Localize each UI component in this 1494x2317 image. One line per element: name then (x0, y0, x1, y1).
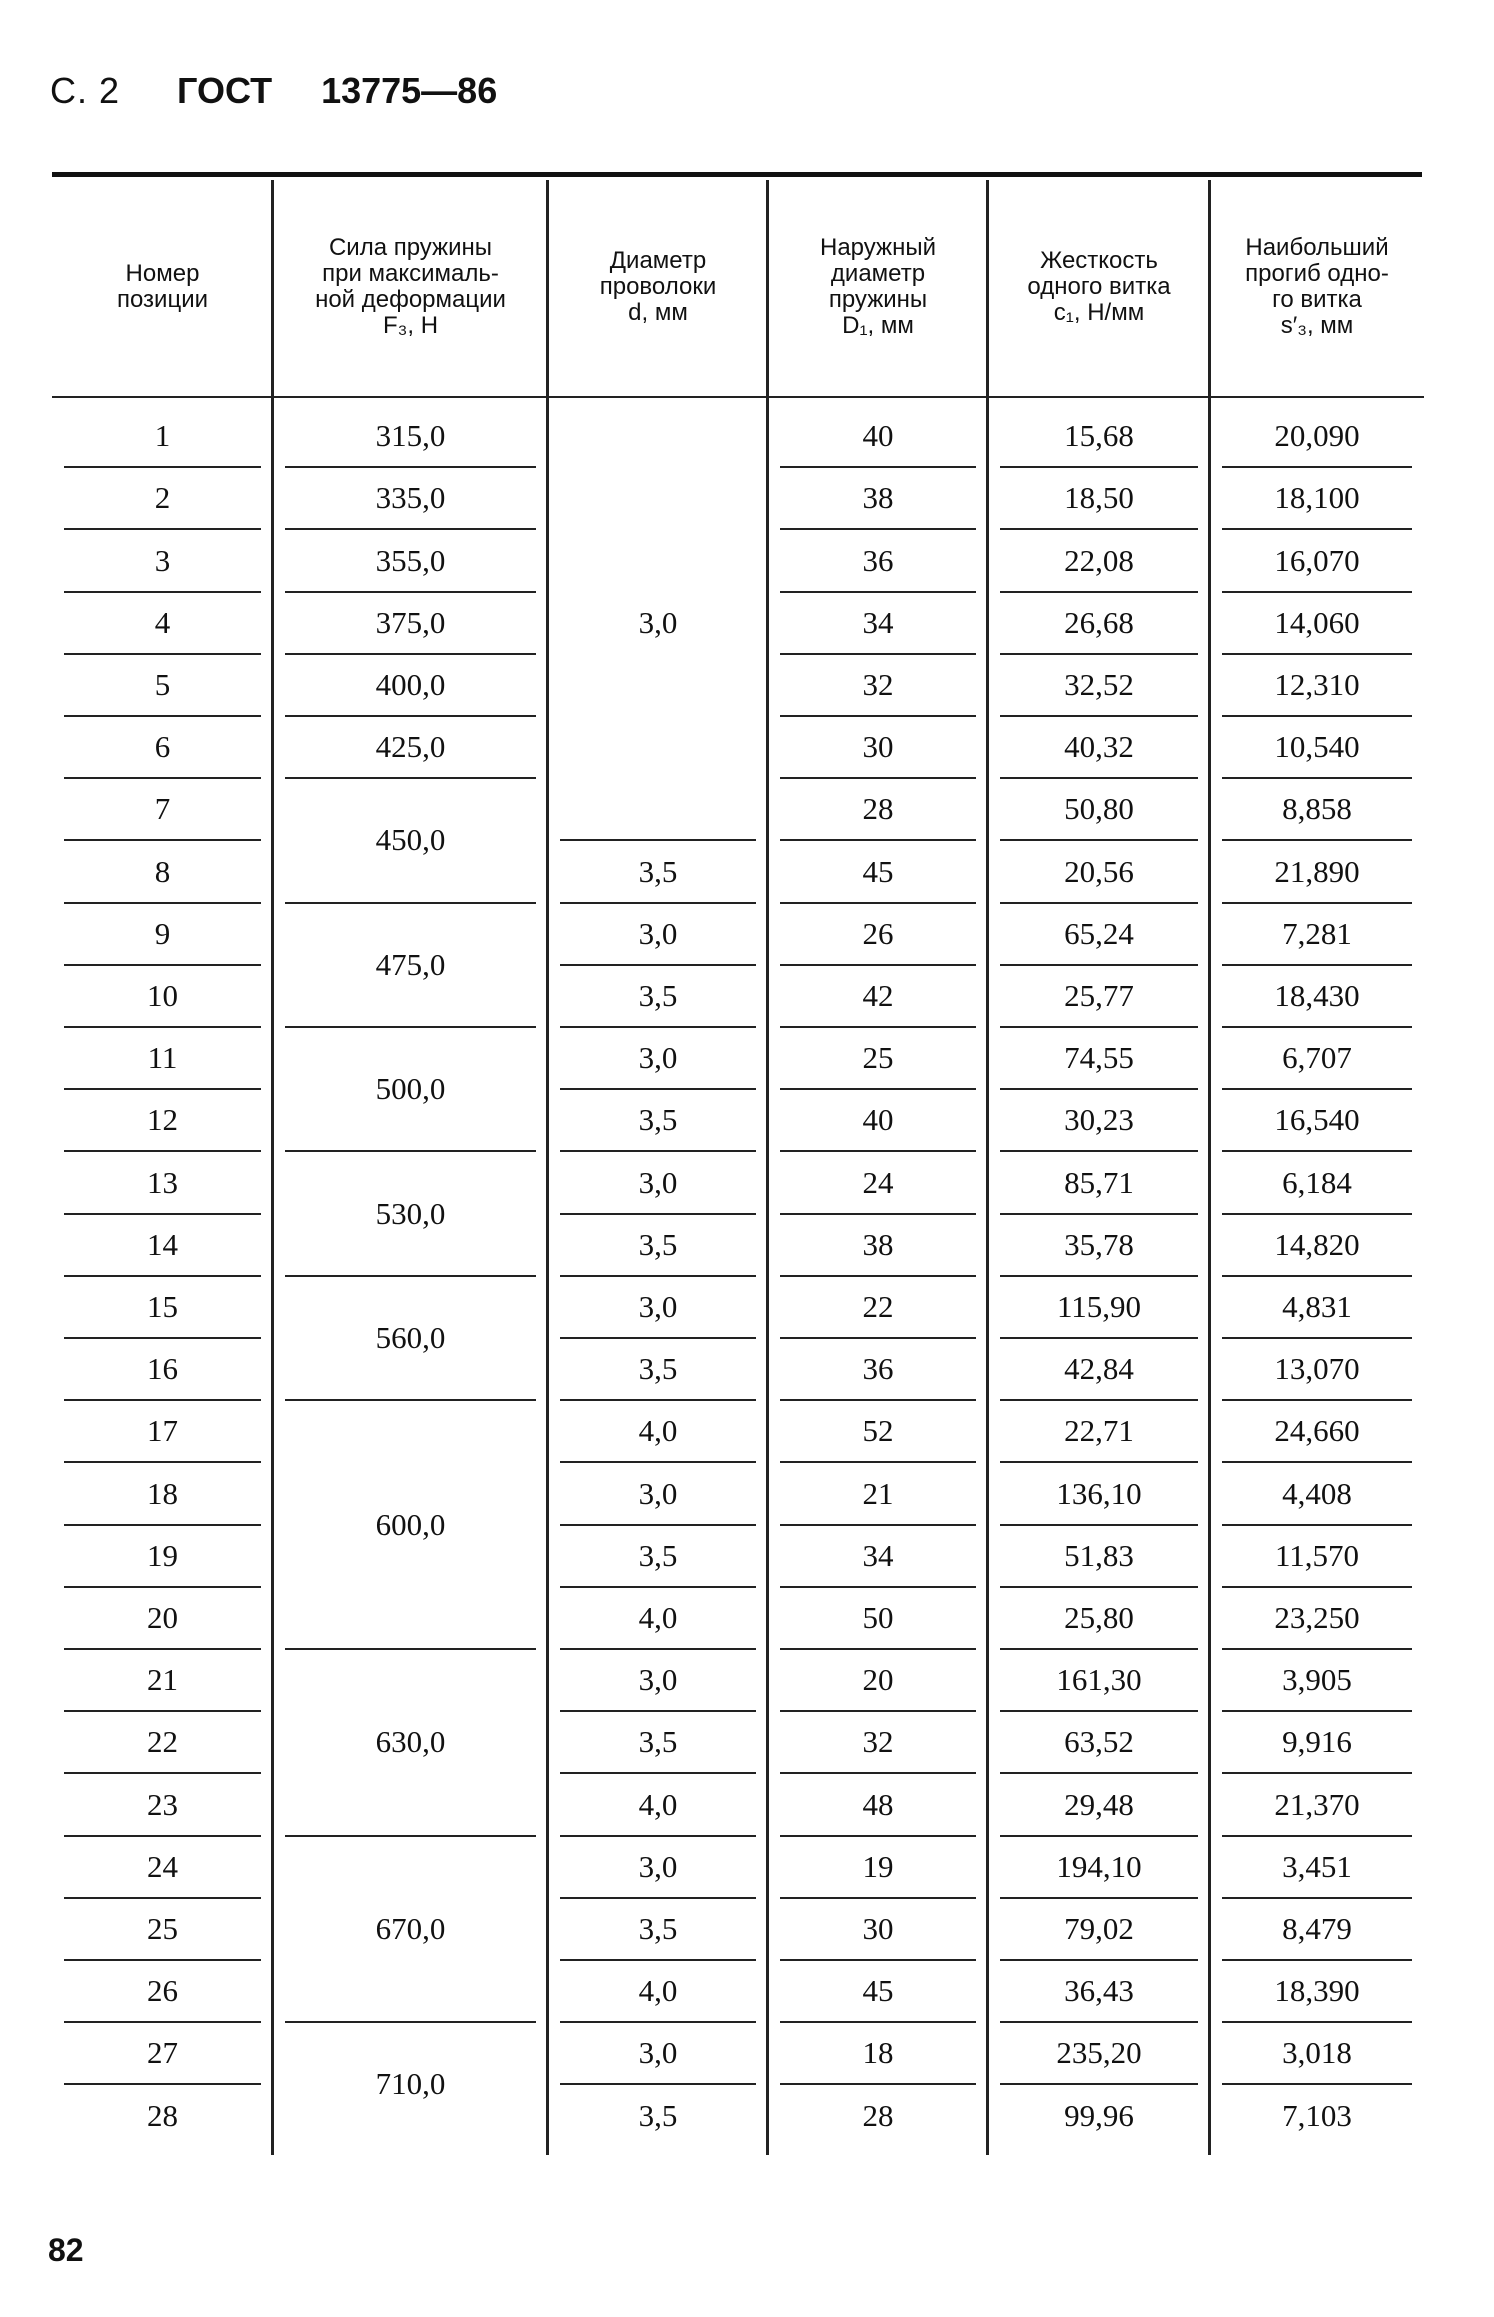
position-cell: 8 (154, 853, 171, 889)
stiffness-cell: 26,68 (1064, 604, 1134, 640)
page-number: 82 (48, 2232, 84, 2268)
row-rule (285, 1275, 536, 1277)
wire-diameter-cell: 3,0 (638, 915, 678, 951)
stiffness-cell: 85,71 (1064, 1164, 1134, 1200)
deflection-cell: 21,890 (1274, 853, 1360, 889)
force-cell: 630,0 (375, 1724, 446, 1760)
position-cell: 10 (147, 977, 178, 1013)
stiffness-cell: 99,96 (1064, 2097, 1134, 2133)
force-cell: 450,0 (375, 822, 446, 858)
position-cell: 19 (147, 1537, 178, 1573)
wire-diameter-cell: 3,0 (638, 1848, 678, 1884)
column-header-line: c₁, Н/мм (1053, 299, 1145, 326)
column-header-line: пружины (828, 286, 928, 313)
column-header-line: Номер (125, 260, 200, 287)
outer-diameter-cell: 32 (862, 1724, 894, 1760)
column-header-line: Наибольший (1245, 234, 1389, 261)
deflection-cell: 23,250 (1274, 1599, 1360, 1635)
deflection-cell: 12,310 (1274, 666, 1360, 702)
stiffness-cell: 29,48 (1064, 1786, 1134, 1822)
outer-diameter-cell: 19 (862, 1848, 894, 1884)
outer-diameter-cell: 52 (862, 1413, 894, 1449)
deflection-cell: 13,070 (1274, 1351, 1360, 1387)
position-cell: 11 (147, 1040, 178, 1076)
column-header (273, 178, 548, 396)
stiffness-cell: 15,68 (1064, 418, 1134, 454)
position-cell: 26 (147, 1973, 178, 2009)
position-cell: 14 (147, 1226, 178, 1262)
column-header-line: D₁, мм (842, 312, 914, 339)
stiffness-cell: 42,84 (1064, 1351, 1134, 1387)
force-cell: 710,0 (375, 2066, 446, 2102)
deflection-cell: 3,451 (1282, 1848, 1352, 1884)
deflection-cell: 18,100 (1274, 480, 1360, 516)
row-rule (285, 1835, 536, 1837)
wire-diameter-cell: 3,0 (638, 1662, 678, 1698)
force-cell: 475,0 (375, 946, 446, 982)
stiffness-cell: 25,77 (1064, 977, 1134, 1013)
outer-diameter-cell: 38 (862, 1226, 894, 1262)
column-header-line: Сила пружины (328, 234, 493, 261)
force-cell: 670,0 (375, 1910, 446, 1946)
column-header-line: d, мм (628, 299, 688, 326)
column-header-line: Наружный (820, 234, 936, 261)
force-cell: 375,0 (375, 604, 446, 640)
stiffness-cell: 79,02 (1064, 1910, 1134, 1946)
column-header-line: Диаметр (609, 247, 707, 274)
stiffness-cell: 74,55 (1064, 1040, 1134, 1076)
force-cell: 600,0 (375, 1506, 446, 1542)
column-divider (1208, 180, 1211, 2155)
wire-diameter-cell: 3,0 (638, 1288, 678, 1324)
deflection-cell: 21,370 (1274, 1786, 1360, 1822)
stiffness-cell: 40,32 (1064, 729, 1134, 765)
outer-diameter-cell: 42 (862, 977, 894, 1013)
stiffness-cell: 35,78 (1064, 1226, 1134, 1262)
position-cell: 28 (147, 2097, 178, 2133)
row-rule (285, 1026, 536, 1028)
deflection-cell: 6,184 (1282, 1164, 1352, 1200)
outer-diameter-cell: 28 (862, 791, 894, 827)
standard-label: ГОСТ (177, 70, 273, 111)
outer-diameter-cell: 48 (862, 1786, 894, 1822)
force-cell: 355,0 (375, 542, 446, 578)
wire-diameter-cell: 3,5 (638, 1537, 678, 1573)
outer-diameter-cell: 40 (862, 1102, 894, 1138)
wire-diameter-cell: 3,5 (638, 2097, 678, 2133)
column-header-line: го витка (1272, 286, 1362, 313)
position-cell: 1 (154, 418, 171, 454)
deflection-cell: 4,408 (1282, 1475, 1352, 1511)
deflection-cell: 7,103 (1282, 2097, 1352, 2133)
outer-diameter-cell: 45 (862, 853, 894, 889)
wire-diameter-cell: 3,5 (638, 1351, 678, 1387)
row-rule (285, 1399, 536, 1401)
deflection-cell: 10,540 (1274, 729, 1360, 765)
position-cell: 5 (154, 666, 171, 702)
column-header-line: одного витка (1027, 273, 1171, 300)
position-cell: 25 (147, 1910, 178, 1946)
deflection-cell: 3,018 (1282, 2035, 1352, 2071)
outer-diameter-cell: 38 (862, 480, 894, 516)
wire-diameter-cell: 3,0 (638, 1475, 678, 1511)
column-header-line: прогиб одно- (1245, 260, 1389, 287)
column-header-line: при максималь- (322, 260, 499, 287)
position-cell: 17 (147, 1413, 178, 1449)
wire-diameter-cell: 3,5 (638, 1910, 678, 1946)
position-cell: 6 (154, 729, 171, 765)
outer-diameter-cell: 25 (862, 1040, 894, 1076)
wire-diameter-cell: 3,5 (638, 977, 678, 1013)
column-header-line: проволоки (599, 273, 717, 300)
column-header-line: диаметр (830, 260, 926, 287)
outer-diameter-cell: 36 (862, 542, 894, 578)
stiffness-cell: 235,20 (1056, 2035, 1142, 2071)
stiffness-cell: 25,80 (1064, 1599, 1134, 1635)
position-cell: 20 (147, 1599, 178, 1635)
outer-diameter-cell: 34 (862, 604, 894, 640)
column-header (52, 178, 273, 396)
stiffness-cell: 18,50 (1064, 480, 1134, 516)
position-cell: 27 (147, 2035, 178, 2071)
deflection-cell: 8,479 (1282, 1910, 1352, 1946)
force-cell: 560,0 (375, 1320, 446, 1355)
stiffness-cell: 115,90 (1056, 1288, 1142, 1324)
position-cell: 12 (147, 1102, 178, 1138)
wire-diameter-cell: 3,0 (638, 2035, 678, 2071)
column-header-line: ной деформации (315, 286, 506, 313)
force-cell: 530,0 (375, 1195, 446, 1231)
outer-diameter-cell: 36 (862, 1351, 894, 1387)
stiffness-cell: 20,56 (1064, 853, 1134, 889)
stiffness-cell: 22,08 (1064, 542, 1134, 578)
column-header (988, 178, 1210, 396)
wire-diameter-cell: 4,0 (638, 1599, 678, 1635)
stiffness-cell: 51,83 (1064, 1537, 1134, 1573)
outer-diameter-cell: 28 (862, 2097, 894, 2133)
outer-diameter-cell: 26 (862, 915, 894, 951)
position-cell: 9 (154, 915, 171, 951)
column-header (548, 178, 768, 396)
position-cell: 18 (147, 1475, 178, 1511)
wire-diameter-cell: 3,5 (638, 1226, 678, 1262)
deflection-cell: 6,707 (1282, 1040, 1352, 1076)
deflection-cell: 7,281 (1282, 915, 1352, 951)
position-cell: 22 (147, 1724, 178, 1760)
table-top-rule (52, 172, 1422, 177)
outer-diameter-cell: 18 (862, 2035, 894, 2071)
deflection-cell: 18,390 (1274, 1973, 1360, 2009)
deflection-cell: 3,905 (1282, 1662, 1352, 1698)
outer-diameter-cell: 24 (862, 1164, 894, 1200)
deflection-cell: 16,540 (1274, 1102, 1360, 1138)
wire-diameter-cell: 3,5 (638, 1724, 678, 1760)
row-rule (285, 777, 536, 779)
column-header-line: Жесткость (1040, 247, 1158, 274)
column-header-line: s′₃, мм (1280, 312, 1354, 339)
column-divider (766, 180, 769, 2155)
force-cell: 335,0 (375, 480, 446, 516)
outer-diameter-cell: 30 (862, 729, 894, 765)
stiffness-cell: 32,52 (1064, 666, 1134, 702)
deflection-cell: 18,430 (1274, 977, 1360, 1013)
deflection-cell: 16,070 (1274, 542, 1360, 578)
outer-diameter-cell: 21 (862, 1475, 894, 1511)
deflection-cell: 14,820 (1274, 1226, 1360, 1262)
outer-diameter-cell: 34 (862, 1537, 894, 1573)
column-divider (546, 180, 549, 2155)
column-header (1210, 178, 1424, 396)
column-divider (271, 180, 274, 2155)
deflection-cell: 8,858 (1282, 791, 1352, 827)
force-cell: 315,0 (375, 418, 446, 454)
row-rule (285, 1150, 536, 1152)
standard-number: 13775—86 (321, 70, 498, 111)
column-divider (986, 180, 989, 2155)
outer-diameter-cell: 45 (862, 1973, 894, 2009)
stiffness-cell: 161,30 (1056, 1662, 1142, 1698)
stiffness-cell: 136,10 (1056, 1475, 1142, 1511)
force-cell: 425,0 (375, 729, 446, 765)
wire-diameter-cell: 4,0 (638, 1413, 678, 1449)
outer-diameter-cell: 32 (862, 666, 894, 702)
stiffness-cell: 22,71 (1064, 1413, 1134, 1449)
wire-diameter-cell: 3,5 (638, 853, 678, 889)
stiffness-cell: 36,43 (1064, 1973, 1134, 2009)
position-cell: 2 (154, 480, 171, 516)
position-cell: 16 (147, 1351, 178, 1387)
page-reference: С. 2 (50, 70, 121, 111)
deflection-cell: 11,570 (1274, 1537, 1360, 1573)
deflection-cell: 4,831 (1282, 1288, 1352, 1324)
wire-diameter-cell: 4,0 (638, 1973, 678, 2009)
row-rule (285, 1648, 536, 1650)
position-cell: 13 (147, 1164, 178, 1200)
deflection-cell: 20,090 (1274, 418, 1360, 454)
outer-diameter-cell: 20 (862, 1662, 894, 1698)
wire-diameter-cell: 3,0 (638, 1164, 678, 1200)
deflection-cell: 14,060 (1274, 604, 1360, 640)
wire-diameter-cell: 3,5 (638, 1102, 678, 1138)
column-header (768, 178, 988, 396)
position-cell: 4 (154, 604, 171, 640)
stiffness-cell: 63,52 (1064, 1724, 1134, 1760)
column-header-line: F₃, Н (382, 312, 439, 339)
force-cell: 500,0 (375, 1071, 446, 1107)
stiffness-cell: 50,80 (1064, 791, 1134, 827)
wire-diameter-cell: 3,0 (638, 1040, 678, 1076)
position-cell: 7 (154, 791, 171, 827)
wire-diameter-cell: 4,0 (638, 1786, 678, 1822)
stiffness-cell: 30,23 (1064, 1102, 1134, 1138)
header-bottom-rule (52, 396, 1424, 398)
wire-diameter-cell: 3,0 (638, 604, 678, 640)
force-cell: 400,0 (375, 666, 446, 702)
position-cell: 23 (147, 1786, 178, 1822)
row-rule (285, 2021, 536, 2023)
row-rule (285, 902, 536, 904)
deflection-cell: 9,916 (1282, 1724, 1352, 1760)
stiffness-cell: 65,24 (1064, 915, 1134, 951)
outer-diameter-cell: 30 (862, 1910, 894, 1946)
position-cell: 3 (154, 542, 171, 578)
position-cell: 24 (147, 1848, 178, 1884)
position-cell: 15 (147, 1288, 178, 1324)
column-header-line: позиции (116, 286, 209, 313)
outer-diameter-cell: 40 (862, 418, 894, 454)
outer-diameter-cell: 22 (862, 1288, 894, 1324)
position-cell: 21 (147, 1662, 178, 1698)
running-head (50, 70, 497, 112)
outer-diameter-cell: 50 (862, 1599, 894, 1635)
deflection-cell: 24,660 (1274, 1413, 1360, 1449)
stiffness-cell: 194,10 (1056, 1848, 1142, 1884)
